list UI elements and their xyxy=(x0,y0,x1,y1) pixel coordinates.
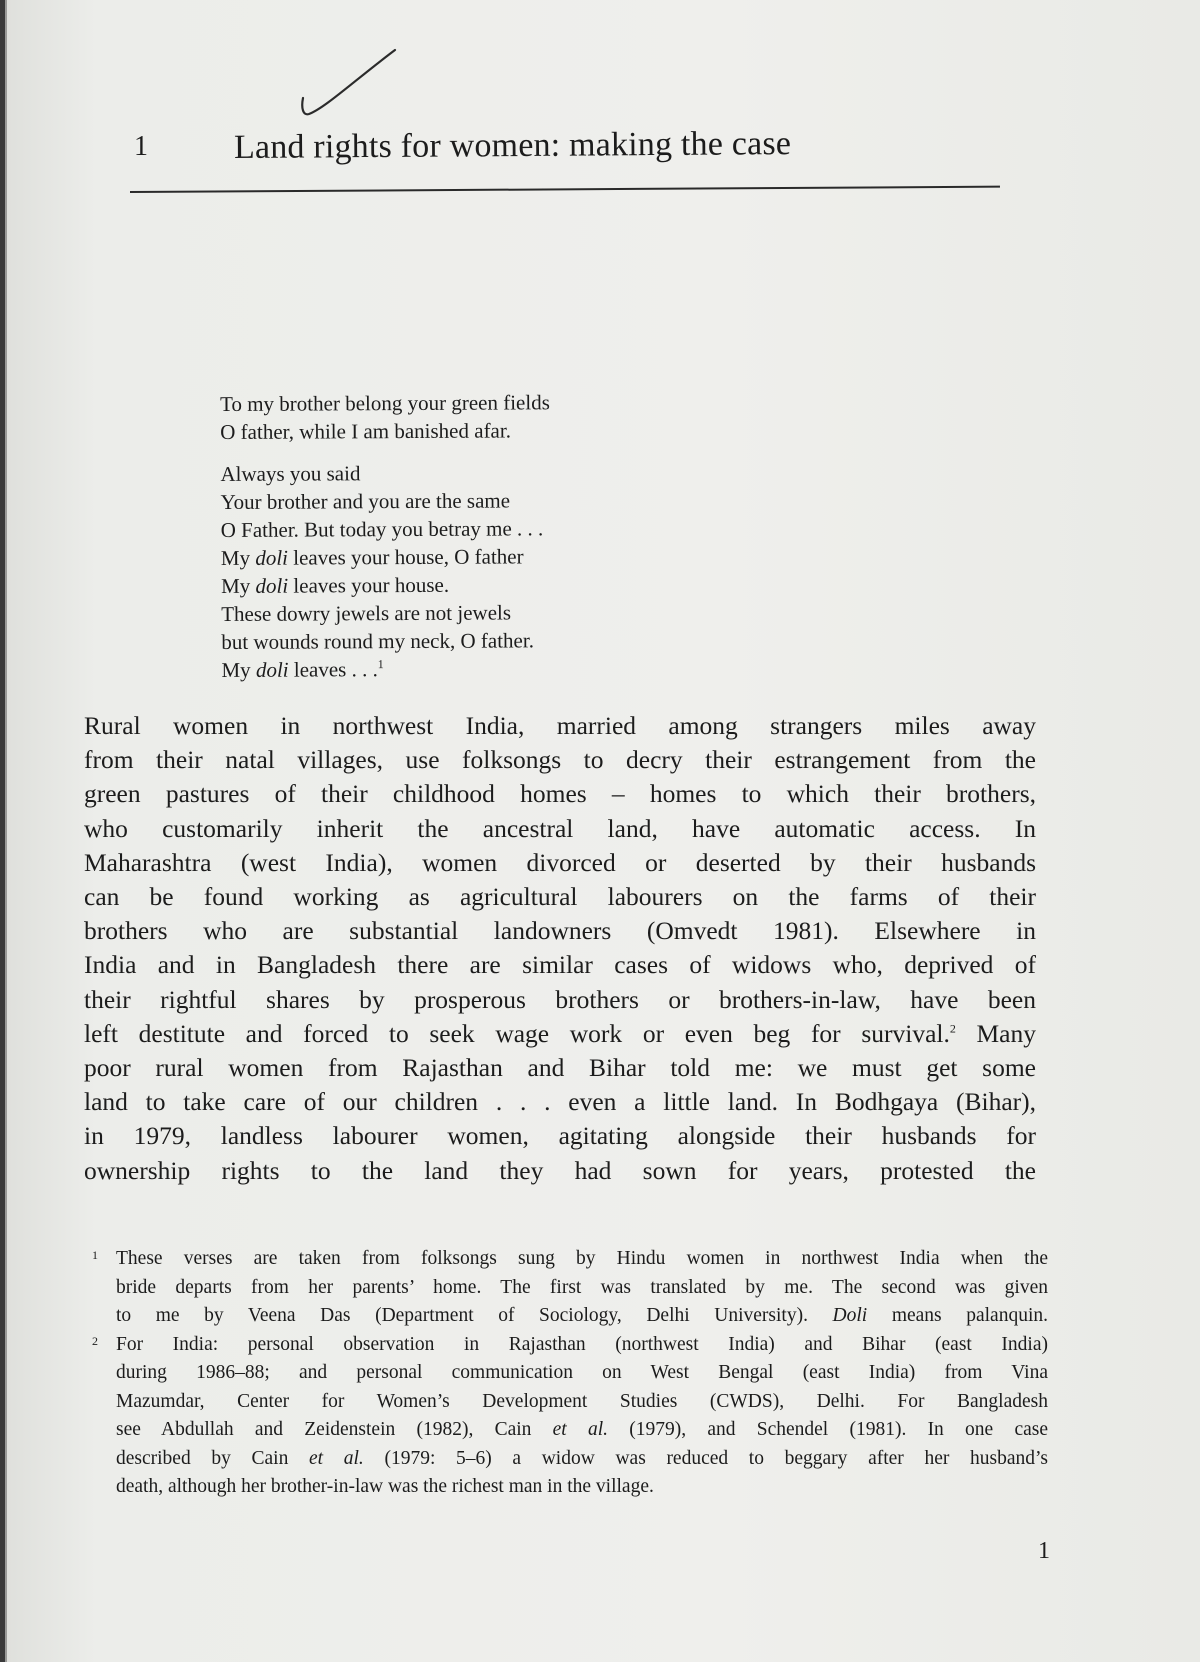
footnote-line: These verses are taken from folksongs sung by Hindu women in northwest India when the xyxy=(116,1248,1048,1269)
body-line: their rightful shares by prosperous brothers or brothers-in-law, have been xyxy=(84,984,1036,1014)
body-line: can be found working as agricultural labourers on the farms of their xyxy=(84,882,1036,912)
footnote-text: described by Cain xyxy=(116,1447,310,1469)
verse-italic: doli xyxy=(255,573,289,598)
verse-line: Always you said xyxy=(220,461,361,486)
footnote-text: to me by Veena Das (Department of Sociology, Delhi University). xyxy=(116,1305,833,1326)
footnote-ref-2: 2 xyxy=(949,1021,956,1036)
footnote-text: see Abdullah and Zeidenstein (1982), Cain xyxy=(116,1419,553,1440)
body-line: Rural women in northwest India, married among strangers miles away xyxy=(84,711,1036,740)
footnote-line: during 1986–88; and personal communication on West Bengal (east India) from Vina xyxy=(116,1362,1048,1383)
body-line: brothers who are substantial landowners (Omvedt 1981). Elsewhere in xyxy=(84,916,1036,946)
footnote-line xyxy=(116,1302,1048,1331)
verse-text: My xyxy=(220,545,256,570)
verse-line: To my brother belong your green fields xyxy=(220,390,550,416)
footnote-1 xyxy=(92,1245,1048,1331)
verse-line xyxy=(221,569,741,600)
body-line: ownership rights to the land they had sown for years, protested the xyxy=(84,1155,1036,1185)
page-number: 1 xyxy=(1038,1538,1050,1564)
body-line: from their natal villages, use folksongs to decry their estrangement from the xyxy=(84,745,1036,775)
footnote-ref-1: 1 xyxy=(377,657,384,672)
verse-text: My xyxy=(221,657,256,682)
verse-text: leaves your house. xyxy=(288,572,450,598)
verse-text: leaves . . . xyxy=(288,657,378,682)
footnote-2 xyxy=(92,1331,1048,1502)
footnote-number: 1 xyxy=(92,1248,98,1262)
footnotes xyxy=(92,1245,1048,1502)
body-line: land to take care of our children . . . even a little land. In Bodhgaya (Bihar), xyxy=(84,1087,1036,1117)
chapter-title: Land rights for women: making the case xyxy=(233,125,792,166)
verse-line: but wounds round my neck, O father. xyxy=(221,628,535,654)
verse-stanza-1 xyxy=(220,387,740,446)
body-text: left destitute and forced to seek wage work or even beg for survival. xyxy=(84,1018,950,1048)
footnote-text: means palanquin. xyxy=(867,1305,1048,1326)
footnote-line: Mazumdar, Center for Women’s Development Studies (CWDS), Delhi. For Bangladesh xyxy=(116,1390,1048,1412)
verse-italic: doli xyxy=(255,545,289,570)
body-line: poor rural women from Rajasthan and Bihar told me: we must get some xyxy=(84,1053,1036,1083)
chapter-number: 1 xyxy=(134,131,148,162)
footnote-line xyxy=(116,1416,1048,1445)
body-line: green pastures of their childhood homes – homes to which their brothers, xyxy=(84,779,1036,809)
page-binding-shadow xyxy=(5,0,7,1662)
body-line xyxy=(84,1017,1036,1051)
footnote-line: bride departs from her parents’ home. The first was translated by me. The second was given xyxy=(116,1276,1048,1298)
verse-stanza-2 xyxy=(220,457,741,684)
body-line: Maharashtra (west India), women divorced or deserted by their husbands xyxy=(84,847,1036,877)
verse-line: These dowry jewels are not jewels xyxy=(221,600,512,626)
verse-text: leaves your house, O father xyxy=(287,544,524,570)
body-line: in 1979, landless labourer women, agitating alongside their husbands for xyxy=(84,1121,1036,1151)
body-line: who customarily inherit the ancestral land, have automatic access. In xyxy=(84,813,1036,843)
epigraph-verses xyxy=(220,387,742,698)
footnote-italic: Doli xyxy=(832,1305,868,1326)
body-paragraph xyxy=(84,709,1036,1188)
verse-line xyxy=(221,653,741,684)
body-text: Many xyxy=(955,1018,1036,1048)
footnote-text: (1979: 5–6) a widow was reduced to beggary after her husband’s xyxy=(363,1447,1049,1469)
footnote-text: (1979), and Schendel (1981). In one case xyxy=(608,1419,1048,1440)
footnote-number: 2 xyxy=(92,1333,98,1348)
footnote-line xyxy=(116,1445,1048,1474)
body-line: India and in Bangladesh there are similar cases of widows who, deprived of xyxy=(84,950,1036,980)
title-rule xyxy=(130,186,1000,193)
footnote-italic: et al. xyxy=(552,1419,609,1440)
footnote-line: For India: personal observation in Rajasthan (northwest India) and Bihar (east India) xyxy=(116,1333,1048,1355)
handwritten-checkmark-icon xyxy=(295,46,405,126)
verse-italic: doli xyxy=(255,657,289,682)
verse-text: My xyxy=(220,573,256,598)
verse-line: O father, while I am banished afar. xyxy=(220,418,511,444)
footnote-italic: et al. xyxy=(309,1447,364,1469)
verse-line: O Father. But today you betray me . . . xyxy=(220,516,544,542)
footnote-line: death, although her brother-in-law was the richest man in the village. xyxy=(116,1476,654,1497)
verse-line xyxy=(221,541,741,572)
verse-line: Your brother and you are the same xyxy=(220,488,511,514)
